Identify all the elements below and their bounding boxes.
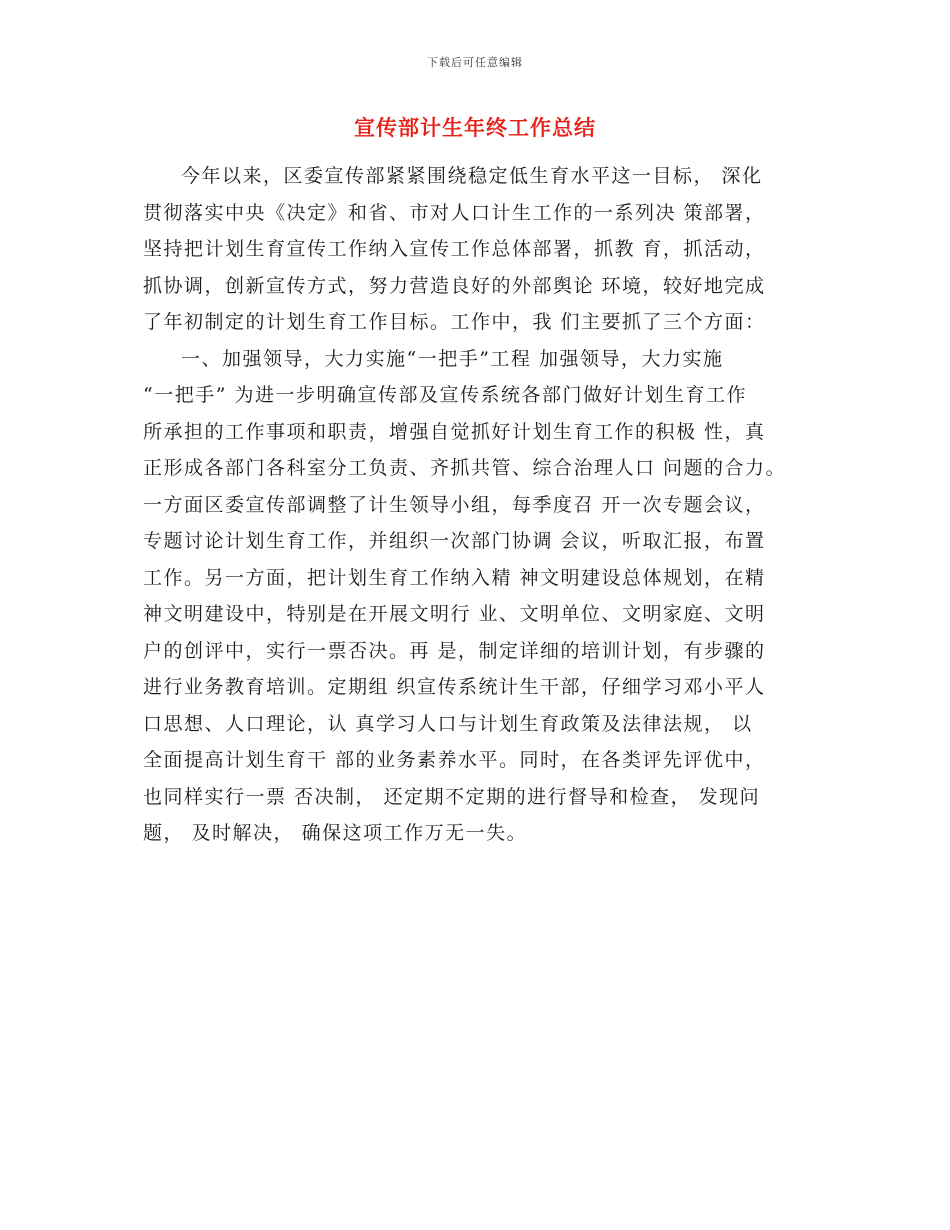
paragraph-line: “一把手” 为进一步明确宣传部及宣传系统各部门做好计划生育工作 [143,384,747,406]
paragraph-line: 专题讨论计划生育工作，并组织一次部门协调 会议，听取汇报，布置 [143,530,766,552]
paragraph-line: 抓协调，创新宣传方式，努力营造良好的外部舆论 环境，较好地完成 [143,274,766,297]
paragraph-line: 一、加强领导，大力实施“一把手”工程 加强领导，大力实施 [181,347,724,370]
document-title: 宣传部计生年终工作总结 [354,115,596,140]
page-header: 下载后可任意编辑 [427,56,523,69]
paragraph-line: 了年初制定的计划生育工作目标。工作中，我 们主要抓了三个方面： [143,311,766,333]
paragraph-line: 题， 及时解决， 确保这项工作万无一失。 [143,822,528,844]
paragraph-line: 户的创评中，实行一票否决。再 是，制定详细的培训计划，有步骤的 [143,639,766,662]
paragraph-line: 也同样实行一票 否决制， 还定期不定期的进行督导和检查， 发现问 [143,785,761,808]
paragraph-line: 正形成各部门各科室分工负责、齐抓共管、综合治理人口 问题的合力。 [143,457,787,479]
paragraph-line: 所承担的工作事项和职责，增强自觉抓好计划生育工作的积极 性，真 [143,420,766,443]
paragraph-line: 贯彻落实中央《决定》和省、市对人口计生工作的一系列决 策部署， [143,201,766,224]
paragraph-line: 工作。另一方面，把计划生育工作纳入精 神文明建设总体规划，在精 [143,566,766,589]
paragraph-line: 进行业务教育培训。定期组 织宣传系统计生干部，仔细学习邓小平人 [143,676,766,698]
paragraph-line: 神文明建设中，特别是在开展文明行 业、文明单位、文明家庭、文明 [143,603,766,625]
paragraph-line: 一方面区委宣传部调整了计生领导小组，每季度召 开一次专题会议， [143,493,766,516]
paragraph-line: 口思想、人口理论，认 真学习人口与计划生育政策及法律法规， 以 [143,712,753,735]
paragraph-line: 全面提高计划生育干 部的业务素养水平。同时，在各类评先评优中， [143,749,766,771]
paragraph-line: 坚持把计划生育宣传工作纳入宣传工作总体部署，抓教 育，抓活动， [143,238,766,260]
document-body [143,158,823,852]
paragraph-line: 今年以来，区委宣传部紧紧围绕稳定低生育水平这一目标， 深化 [181,165,763,187]
